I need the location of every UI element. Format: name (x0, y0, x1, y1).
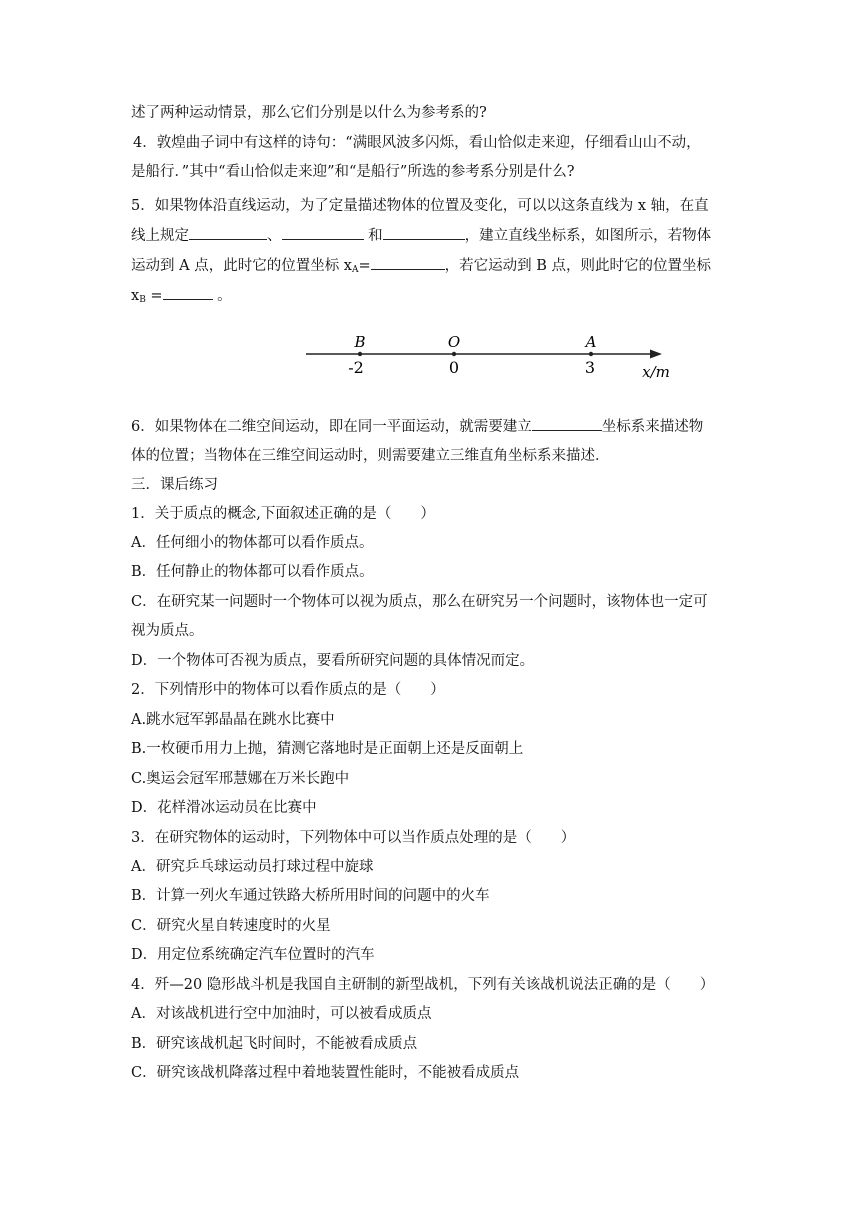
text-fragment: 、 (267, 228, 282, 244)
fill-blank[interactable] (383, 225, 465, 240)
text-fragment: ，建立直线坐标系，如图所示，若物体 (464, 228, 712, 244)
fill-blank[interactable] (189, 225, 267, 240)
fill-blank[interactable] (282, 225, 364, 240)
exercise-2-option-c: C.奥运会冠军邢慧娜在万米长跑中 (131, 771, 350, 787)
question-6-line-2: 体的位置；当物体在三维空间运动时，则需要建立三维直角坐标系来描述． (131, 448, 610, 464)
point-b-label: B (354, 333, 366, 351)
exercise-3-option-c: C．研究火星自转速度时的火星 (131, 918, 331, 934)
question-5-line-2 (131, 225, 711, 246)
text-fragment: 坐标系来描述物 (601, 419, 704, 435)
axis-label: x/m (642, 363, 670, 381)
fill-blank[interactable] (163, 285, 213, 300)
subscript: B (139, 295, 146, 305)
subscript: A (351, 265, 359, 275)
text-fragment: 6．如果物体在二维空间运动，即在同一平面运动，就需要建立 (131, 419, 532, 435)
exercise-2-option-a: A.跳水冠军郭晶晶在跳水比赛中 (131, 712, 335, 728)
question-4-line-1: 4．敦煌曲子词中有这样的诗句：“满眼风波多闪烁，看山恰似走来迎，仔细看山山不动， (133, 135, 701, 151)
text-fragment: = (358, 258, 371, 274)
question-4-line-2: 是船行．”其中“看山恰似走来迎”和“是船行”所选的参考系分别是什么? (131, 164, 575, 180)
fill-blank[interactable] (532, 416, 602, 431)
exercise-1-option-c-cont: 视为质点。 (131, 623, 204, 639)
section-heading: 三．课后练习 (131, 477, 218, 493)
exercise-1-option-a: A．任何细小的物体都可以看作质点。 (131, 535, 374, 551)
text-fragment: 和 (363, 228, 383, 244)
exercise-4-question: 4．歼—20 隐形战斗机是我国自主研制的新型战机，下列有关该战机说法正确的是（ ） (131, 977, 715, 993)
fill-blank[interactable] (371, 255, 445, 270)
exercise-4-option-b: B．研究该战机起飞时间时，不能被看成质点 (131, 1036, 418, 1052)
point-a-value: 3 (584, 358, 596, 377)
exercise-4-option-c: C．研究该战机降落过程中着地装置性能时，不能被看成质点 (131, 1065, 520, 1081)
exercise-3-option-d: D．用定位系统确定汽车位置时的汽车 (131, 947, 375, 963)
axis-arrow (650, 350, 662, 359)
point-a-label: A (585, 333, 597, 351)
text-fragment: x (131, 288, 140, 304)
point-o-marker (452, 352, 456, 356)
exercise-1-option-b: B．任何静止的物体都可以看作质点。 (131, 564, 374, 580)
exercise-2-option-d: D．花样滑冰运动员在比赛中 (131, 800, 317, 816)
point-a-marker (589, 352, 593, 356)
number-line-figure (304, 332, 676, 382)
exercise-3-question: 3．在研究物体的运动时，下列物体中可以当作质点处理的是（ ） (131, 830, 576, 846)
text-fragment: 。 (212, 288, 232, 304)
point-b-marker (358, 352, 362, 356)
exercise-3-option-a: A．研究乒乓球运动员打球过程中旋球 (131, 859, 374, 875)
question-5-line-3 (131, 255, 711, 280)
question-5-line-4 (131, 285, 232, 310)
exercise-1-option-c: C．在研究某一问题时一个物体可以视为质点，那么在研究另一个问题时，该物体也一定可 (131, 594, 708, 610)
text-fragment: ，若它运动到 B 点，则此时它的位置坐标 (444, 258, 712, 274)
question-5-line-1: 5．如果物体沿直线运动，为了定量描述物体的位置及变化，可以以这条直线为 x 轴，在直 (131, 198, 709, 214)
text-fragment: 线上规定 (131, 228, 189, 244)
exercise-2-option-b: B.一枚硬币用力上抛，猜测它落地时是正面朝上还是反面朝上 (131, 741, 524, 757)
text-fragment: 运动到 A 点，此时它的位置坐标 x (131, 258, 352, 274)
exercise-2-question: 2．下列情形中的物体可以看作质点的是（ ） (131, 682, 445, 698)
text-fragment: = (145, 288, 163, 304)
text-line: 述了两种运动情景，那么它们分别是以什么为参考系的? (131, 105, 487, 121)
question-6-line-1 (131, 416, 703, 437)
point-b-value: -2 (348, 358, 364, 377)
exercise-3-option-b: B．计算一列火车通过铁路大桥所用时间的问题中的火车 (131, 888, 490, 904)
exercise-4-option-a: A．对该战机进行空中加油时，可以被看成质点 (131, 1006, 432, 1022)
point-o-label: O (447, 333, 461, 351)
point-o-value: 0 (448, 358, 460, 377)
exercise-1-question: 1．关于质点的概念,下面叙述正确的是（ ） (131, 506, 435, 522)
exercise-1-option-d: D．一个物体可否视为质点，要看所研究问题的具体情况而定。 (131, 653, 535, 669)
